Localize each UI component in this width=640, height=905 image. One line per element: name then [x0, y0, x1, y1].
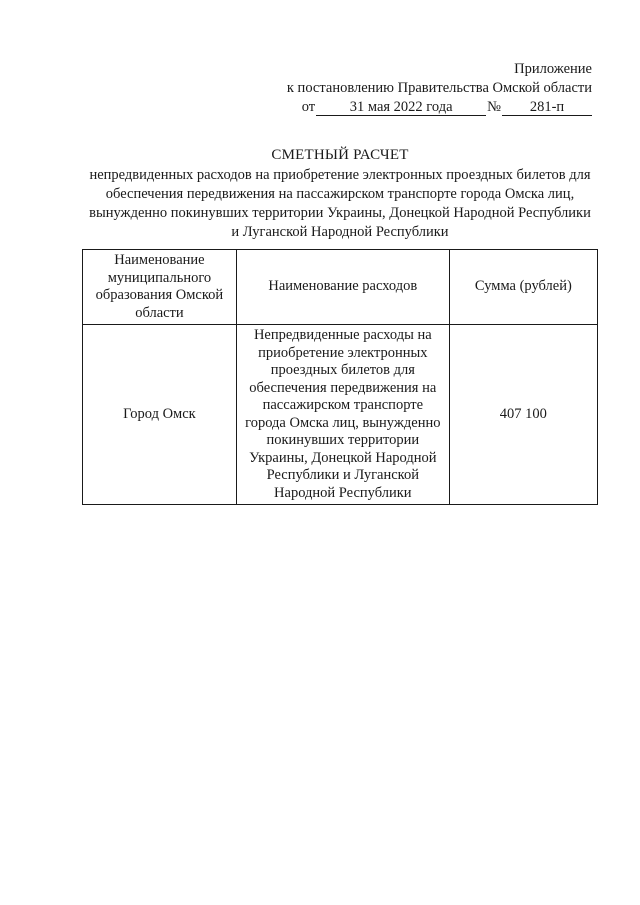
document-subtitle: непредвиденных расходов на приобретение электронных проездных билетов для обеспечения передвижения на пассажирском транспорте города Омска лиц, вынужденно покинувших территории Украины, Донецкой Народной Республики и Луганской Народной Республики	[89, 167, 591, 240]
appendix-resolution-ref: к постановлению Правительства Омской области	[286, 80, 592, 96]
cell-expense-name: Непредвиденные расходы на приобретение электронных проездных билетов для обеспечения передвижения на пассажирском транспорте города Омска лиц, вынужденно покинувших территории Украины, Донецкой Народной Республики и Луганской Народной Республики	[236, 325, 449, 505]
header-amount: Сумма (рублей)	[449, 250, 597, 325]
estimate-table	[82, 249, 598, 505]
number-prefix: №	[487, 99, 501, 115]
resolution-date: 31 мая 2022 года	[316, 99, 486, 116]
document-title: СМЕТНЫЙ РАСЧЕТ	[271, 147, 409, 163]
date-prefix: от	[301, 99, 316, 115]
appendix-title: Приложение	[514, 61, 592, 77]
header-expense-name: Наименование расходов	[236, 250, 449, 325]
appendix-header	[252, 60, 592, 117]
cell-amount: 407 100	[449, 325, 597, 505]
document-title-block	[80, 146, 600, 242]
table-header-row	[83, 250, 598, 325]
header-municipality: Наименование муниципального образования Омской области	[83, 250, 237, 325]
appendix-date-number-line	[252, 98, 592, 117]
table-row	[83, 325, 598, 505]
resolution-number: 281-п	[502, 99, 592, 116]
cell-municipality: Город Омск	[83, 325, 237, 505]
